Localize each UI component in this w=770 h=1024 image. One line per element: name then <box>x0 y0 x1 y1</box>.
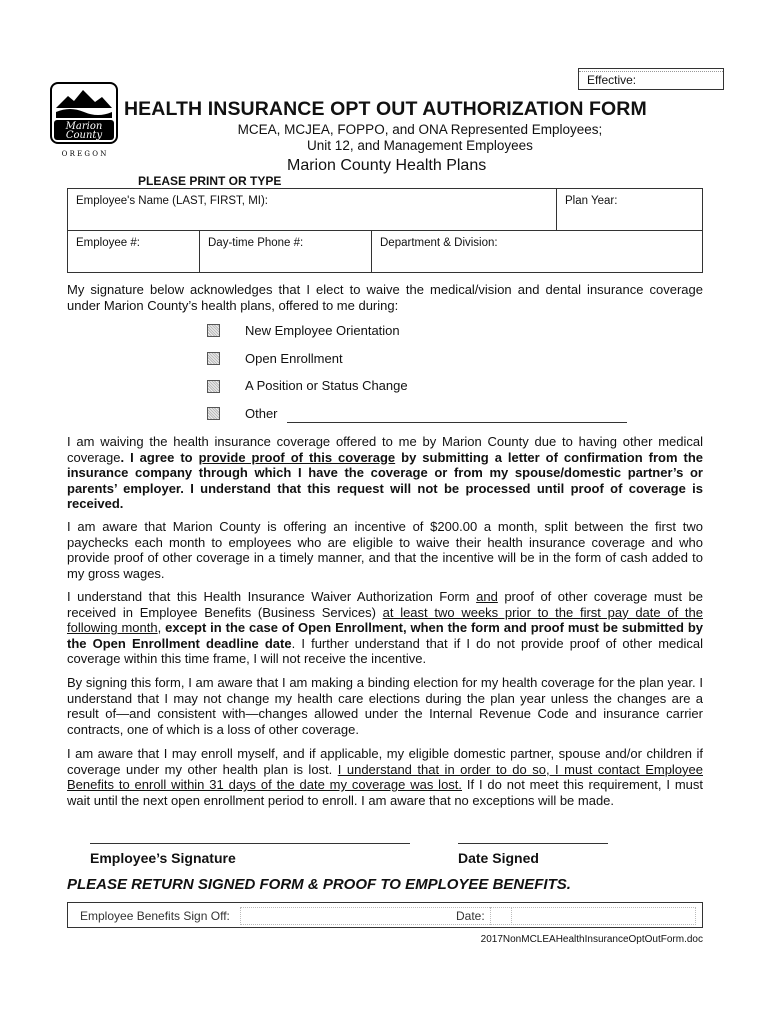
form-subtitle-1: MCEA, MCJEA, FOPPO, and ONA Represented Employees; <box>237 122 603 137</box>
waiver-text-d: by submitting a letter of confirmation from the insurance company through which I have the coverage or from my spouse/domestic partner’s or parents’ employer. I understand that this request will not be processed until proof of coverage is received. <box>67 449 703 512</box>
option-label-new-employee: New Employee Orientation <box>245 323 400 338</box>
department-field[interactable] <box>372 231 702 272</box>
logo-line1: Marion <box>65 121 103 132</box>
employee-name-field[interactable] <box>68 189 557 231</box>
waiver-text-c: provide proof of this coverage <box>198 449 396 465</box>
deadline-text-b: and <box>476 589 498 604</box>
employee-info-box <box>67 188 703 273</box>
print-note: PLEASE PRINT OR TYPE <box>138 174 282 188</box>
waiver-text-b: . I agree to <box>120 449 199 465</box>
form-title: HEALTH INSURANCE OPT OUT AUTHORIZATION FORM <box>124 98 647 120</box>
logo-state: O R E G O N <box>61 150 107 158</box>
signoff-date-label: Date: <box>456 909 485 923</box>
daytime-phone-field[interactable] <box>200 231 372 272</box>
deadline-paragraph <box>67 589 703 667</box>
signoff-date-input[interactable] <box>490 907 696 925</box>
department-label: Department & Division: <box>380 237 498 249</box>
enrollment-paragraph <box>67 746 703 808</box>
incentive-paragraph: I am aware that Marion County is offering an incentive of $200.00 a month, split between the first two paychecks each month to employees who are eligible to waive their health insurance coverage and who provide proof of other coverage in a timely manner, and that the incentive will be in the form of cash added to my gross wages. <box>67 519 703 581</box>
plan-year-label: Plan Year: <box>565 195 618 207</box>
other-text-line[interactable] <box>287 422 627 423</box>
employee-signature-line[interactable] <box>90 843 410 844</box>
binding-election-paragraph: By signing this form, I am aware that I am making a binding election for my health coverage for the plan year. I understand that I may not change my health care elections during the plan year unless the changes are a result of—and consistent with—changes allowed under the Internal Revenue Code and insurance carrier contracts, one of which is a loss of other coverage. <box>67 675 703 737</box>
option-checkbox-new-employee[interactable] <box>207 324 220 337</box>
effective-field[interactable] <box>578 68 724 90</box>
intro-text: My signature below acknowledges that I elect to waive the medical/vision and dental insurance coverage under Marion County’s health plans, offered to me during: <box>67 282 703 313</box>
signoff-label: Employee Benefits Sign Off: <box>80 909 230 923</box>
document-filename: 2017NonMCLEAHealthInsuranceOptOutForm.doc <box>480 934 703 945</box>
deadline-text-c: proof of other coverage must be received in Employee Benefits (Business Services) <box>67 589 703 620</box>
daytime-phone-label: Day-time Phone #: <box>208 237 304 249</box>
option-label-status-change: A Position or Status Change <box>245 378 408 393</box>
marion-county-logo <box>50 82 120 160</box>
deadline-text-a: I understand that this Health Insurance Waiver Authorization Form <box>67 589 477 604</box>
option-checkbox-other[interactable] <box>207 407 220 420</box>
employee-signature-label: Employee’s Signature <box>90 850 236 866</box>
deadline-text-f: except in the case of Open Enrollment, when the form and proof must be submitted by the Open Enrollment deadline date <box>67 620 703 651</box>
waiver-text-a: I am waiving the health insurance coverage offered to me by Marion County due to having other medical coverage <box>67 434 703 465</box>
enrollment-text-b: I understand that in order to do so, I must contact Employee Benefits to enroll within 31 days of the date my coverage was lost. <box>67 761 703 793</box>
option-label-other: Other <box>245 406 278 421</box>
option-label-open-enrollment: Open Enrollment <box>245 351 343 366</box>
employee-number-label: Employee #: <box>76 237 140 249</box>
plans-heading: Marion County Health Plans <box>287 157 487 174</box>
deadline-text-d: at least two weeks prior to the first pay date of the following month <box>67 604 703 636</box>
deadline-text-g: . I further understand that if I do not provide proof of other medical coverage within this time frame, I will not receive the incentive. <box>67 635 703 667</box>
return-instructions: PLEASE RETURN SIGNED FORM & PROOF TO EMPLOYEE BENEFITS. <box>67 876 571 893</box>
form-subtitle-2: Unit 12, and Management Employees <box>307 138 533 153</box>
option-checkbox-open-enrollment[interactable] <box>207 352 220 365</box>
date-signed-line[interactable] <box>458 843 608 844</box>
deadline-text-e: , <box>157 620 166 636</box>
option-checkbox-status-change[interactable] <box>207 380 220 393</box>
employee-name-label: Employee's Name (LAST, FIRST, MI): <box>76 195 268 207</box>
effective-label: Effective: <box>587 73 637 87</box>
benefits-signoff-box <box>67 902 703 928</box>
date-signed-label: Date Signed <box>458 850 539 866</box>
enrollment-text-a: I am aware that I may enroll myself, and if applicable, my eligible domestic partner, spouse and/or children if coverage under my other health plan is lost. <box>67 746 703 777</box>
enrollment-text-c: If I do not meet this requirement, I must wait until the next open enrollment period to enroll. I am aware that no exceptions will be made. <box>67 777 703 808</box>
plan-year-field[interactable] <box>557 189 702 231</box>
employee-number-field[interactable] <box>68 231 200 272</box>
waiver-paragraph <box>67 434 703 512</box>
logo-line2: County <box>65 130 103 141</box>
